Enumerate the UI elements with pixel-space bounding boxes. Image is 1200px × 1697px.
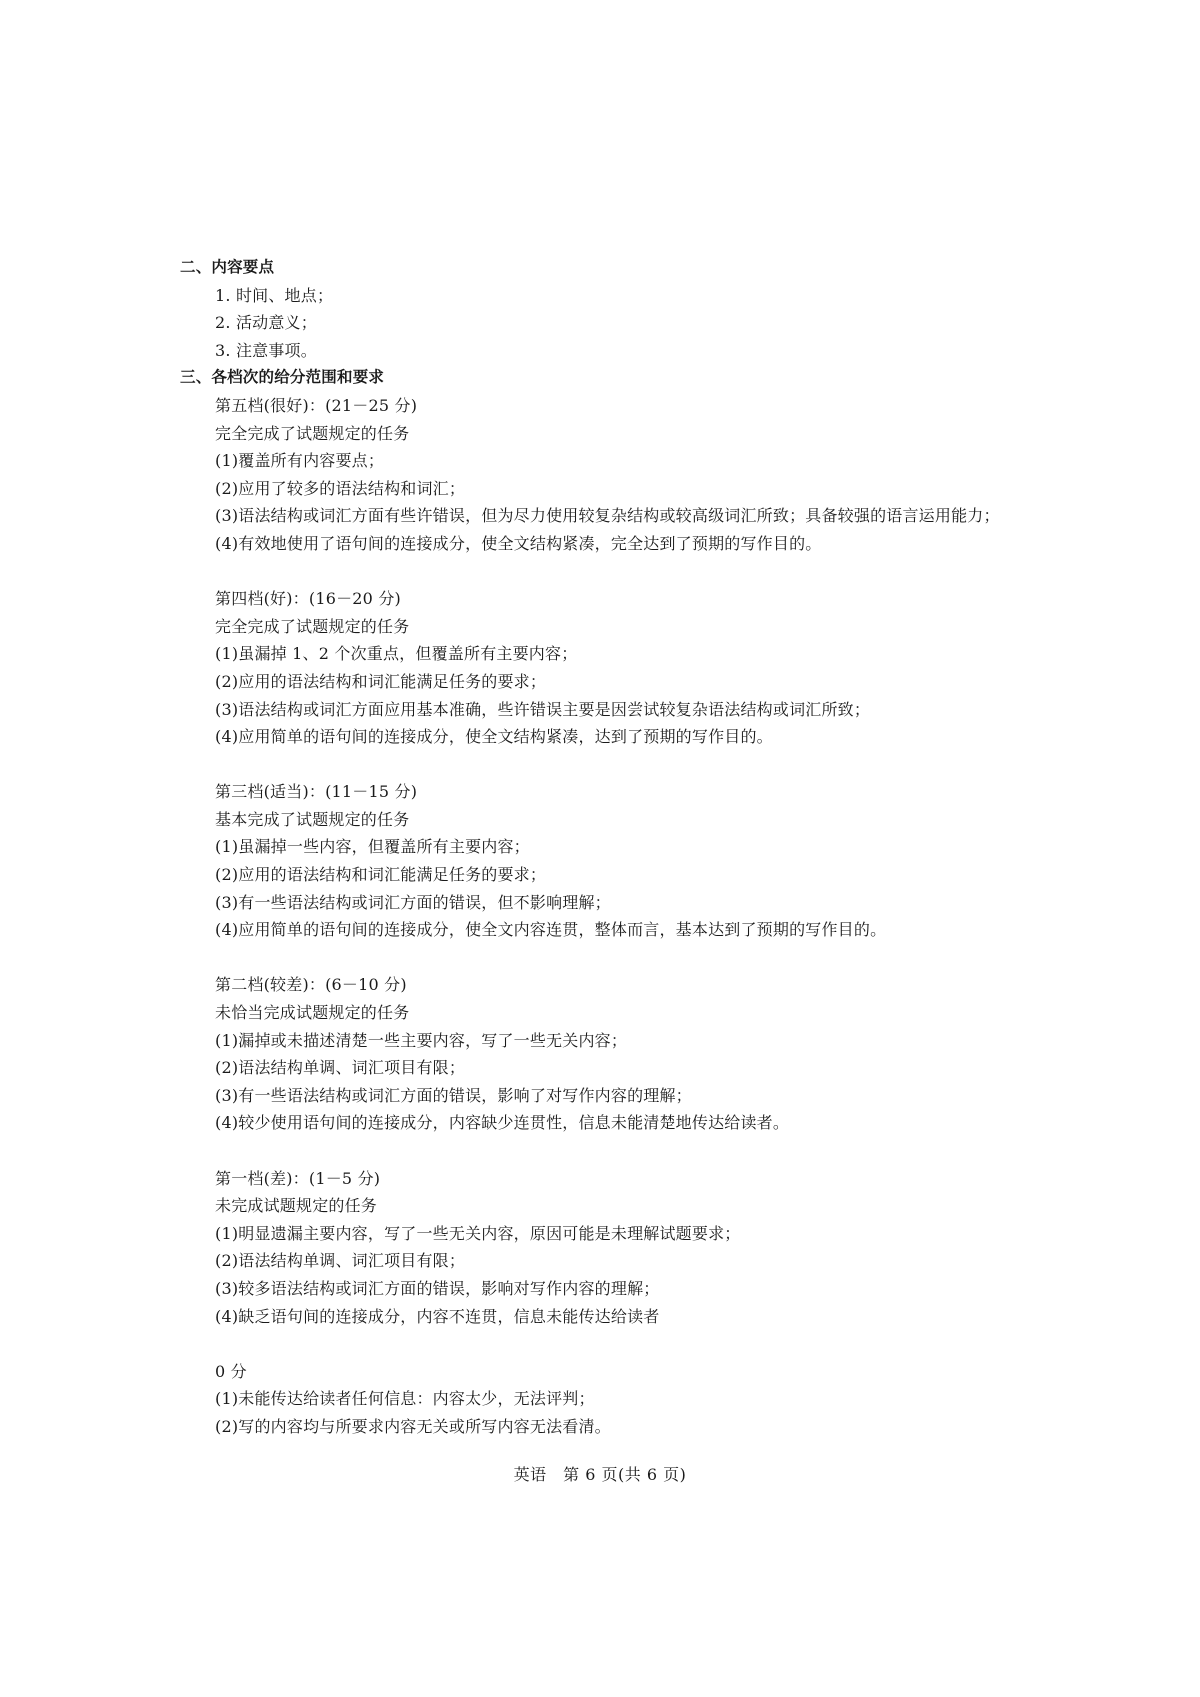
tier-point: (2)写的内容均与所要求内容无关或所写内容无法看清。 bbox=[215, 1416, 611, 1436]
document-body bbox=[180, 254, 1060, 1441]
tier-block bbox=[180, 971, 1060, 1137]
tier-summary: 完全完成了试题规定的任务 bbox=[215, 423, 410, 443]
tier-block bbox=[180, 1165, 1060, 1331]
tier-point: (1)虽漏掉 1、2 个次重点，但覆盖所有主要内容； bbox=[215, 644, 578, 664]
tier-summary: 未完成试题规定的任务 bbox=[215, 1196, 378, 1216]
tier-point: (4)有效地使用了语句间的连接成分，使全文结构紧凑，完全达到了预期的写作目的。 bbox=[215, 533, 822, 553]
tier-heading: 第一档(差)：(1－5 分) bbox=[215, 1168, 381, 1188]
tier-heading: 0 分 bbox=[215, 1361, 247, 1381]
tier-point: (3)语法结构或词汇方面应用基本准确，些许错误主要是因尝试较复杂语法结构或词汇所致； bbox=[215, 699, 871, 719]
tier-heading: 第三档(适当)：(11－15 分) bbox=[215, 782, 418, 802]
tier-point: (1)未能传达给读者任何信息：内容太少，无法评判； bbox=[215, 1389, 595, 1409]
tier-point: (2)应用的语法结构和词汇能满足任务的要求； bbox=[215, 865, 547, 885]
tier-point: (2)应用的语法结构和词汇能满足任务的要求； bbox=[215, 671, 547, 691]
content-point-item: 1. 时间、地点； bbox=[215, 285, 334, 305]
tier-heading: 第五档(很好)：(21－25 分) bbox=[215, 395, 418, 415]
tier-point: (3)较多语法结构或词汇方面的错误，影响对写作内容的理解； bbox=[215, 1278, 660, 1298]
tier-block bbox=[180, 585, 1060, 751]
tier-point: (2)应用了较多的语法结构和词汇； bbox=[215, 478, 466, 498]
tier-heading: 第四档(好)：(16－20 分) bbox=[215, 589, 401, 609]
tier-point: (3)语法结构或词汇方面有些许错误，但为尽力使用较复杂结构或较高级词汇所致；具备较强的语言运用能力； bbox=[215, 506, 1000, 526]
tier-point: (1)虽漏掉一些内容，但覆盖所有主要内容； bbox=[215, 837, 530, 857]
tier-point: (1)明显遗漏主要内容，写了一些无关内容，原因可能是未理解试题要求； bbox=[215, 1223, 741, 1243]
tier-point: (2)语法结构单调、词汇项目有限； bbox=[215, 1058, 466, 1078]
tier-point: (4)较少使用语句间的连接成分，内容缺少连贯性，信息未能清楚地传达给读者。 bbox=[215, 1113, 790, 1133]
page-footer: 英语 第 6 页(共 6 页) bbox=[513, 1465, 687, 1484]
tier-block-zero bbox=[180, 1358, 1060, 1441]
tier-point: (3)有一些语法结构或词汇方面的错误，影响了对写作内容的理解； bbox=[215, 1085, 692, 1105]
tier-block bbox=[180, 392, 1060, 558]
content-point-item: 3. 注意事项。 bbox=[215, 340, 317, 360]
tier-point: (4)缺乏语句间的连接成分，内容不连贯，信息未能传达给读者 bbox=[215, 1306, 660, 1326]
tier-point: (1)漏掉或未描述清楚一些主要内容，写了一些无关内容； bbox=[215, 1030, 628, 1050]
tier-heading: 第二档(较差)：(6－10 分) bbox=[215, 975, 407, 995]
section-title-content-points: 二、内容要点 bbox=[180, 258, 275, 276]
tier-summary: 基本完成了试题规定的任务 bbox=[215, 809, 410, 829]
tier-point: (4)应用简单的语句间的连接成分，使全文结构紧凑，达到了预期的写作目的。 bbox=[215, 727, 773, 747]
tier-point: (2)语法结构单调、词汇项目有限； bbox=[215, 1251, 466, 1271]
tier-point: (4)应用简单的语句间的连接成分，使全文内容连贯，整体而言，基本达到了预期的写作目的。 bbox=[215, 920, 887, 940]
section-title-scoring-tiers: 三、各档次的给分范围和要求 bbox=[180, 368, 385, 387]
tier-point: (1)覆盖所有内容要点； bbox=[215, 451, 385, 471]
tier-summary: 完全完成了试题规定的任务 bbox=[215, 616, 410, 636]
tier-summary: 未恰当完成试题规定的任务 bbox=[215, 1003, 410, 1023]
tier-point: (3)有一些语法结构或词汇方面的错误，但不影响理解； bbox=[215, 892, 611, 912]
content-point-item: 2. 活动意义； bbox=[215, 313, 317, 333]
tier-block bbox=[180, 778, 1060, 944]
